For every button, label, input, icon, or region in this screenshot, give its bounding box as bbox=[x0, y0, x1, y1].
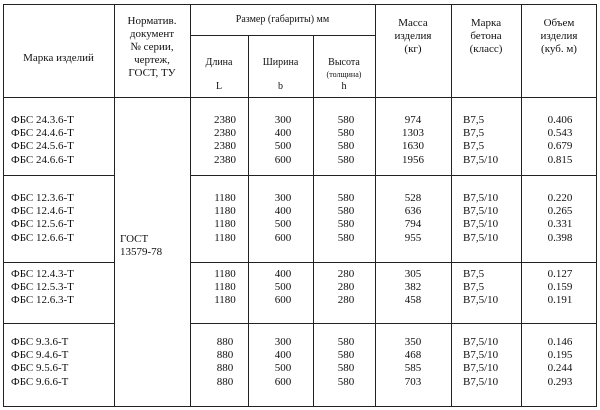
header-concrete-line: (класс) bbox=[469, 43, 503, 55]
cell-volume: 0.679 bbox=[547, 140, 573, 153]
header-size: Размер (габариты) мм bbox=[235, 14, 330, 25]
cell-width: 300 bbox=[274, 192, 292, 204]
cell-mark: ФБС 9.4.6-Т bbox=[11, 349, 69, 362]
cell-mark: ФБС 12.6.6-Т bbox=[11, 231, 74, 244]
cell-concrete: В7,5/10 bbox=[463, 218, 499, 231]
cell-width: 600 bbox=[274, 231, 292, 244]
cell-concrete: В7,5 bbox=[463, 268, 485, 280]
header-length: Длина bbox=[205, 57, 233, 68]
cell-concrete: В7,5/10 bbox=[463, 336, 499, 348]
header-volume-line: Объем bbox=[543, 17, 575, 29]
cell-width: 400 bbox=[274, 349, 292, 362]
cell-mass: 528 bbox=[404, 192, 422, 204]
group-divider bbox=[3, 323, 114, 324]
header-concrete-line: бетона bbox=[470, 30, 502, 42]
cell-height: 580 bbox=[337, 192, 355, 204]
cell-width: 600 bbox=[274, 153, 292, 166]
cell-width: 300 bbox=[274, 114, 292, 126]
size-header-divider bbox=[190, 35, 375, 36]
cell-height: 580 bbox=[337, 231, 355, 244]
cell-concrete: В7,5 bbox=[463, 281, 485, 294]
header-norm-line: документ bbox=[129, 28, 175, 40]
cell-height: 580 bbox=[337, 362, 355, 375]
cell-length: 1180 bbox=[214, 192, 236, 204]
cell-concrete: В7,5 bbox=[463, 114, 485, 126]
cell-height: 280 bbox=[337, 294, 355, 307]
gost-reference: ГОСТ bbox=[120, 233, 149, 245]
cell-volume: 0.146 bbox=[547, 336, 573, 348]
cell-width: 400 bbox=[274, 127, 292, 140]
cell-mark: ФБС 24.5.6-Т bbox=[11, 140, 74, 153]
cell-length: 1180 bbox=[214, 268, 236, 280]
cell-length: 1180 bbox=[214, 231, 236, 244]
header-bottom-border bbox=[3, 97, 597, 98]
cell-volume: 0.398 bbox=[547, 231, 573, 244]
cell-height: 580 bbox=[337, 349, 355, 362]
header-norm-line: ГОСТ, ТУ bbox=[128, 67, 176, 79]
table-bottom-border bbox=[3, 406, 597, 407]
cell-mass: 703 bbox=[404, 375, 422, 388]
cell-volume: 0.127 bbox=[547, 268, 573, 280]
cell-volume: 0.406 bbox=[547, 114, 573, 126]
cell-length: 2380 bbox=[214, 114, 236, 126]
cell-length: 1180 bbox=[214, 294, 236, 307]
cell-width: 400 bbox=[274, 268, 292, 280]
cell-height: 580 bbox=[337, 127, 355, 140]
table-top-border bbox=[3, 4, 597, 5]
header-mass-line: Масса bbox=[398, 17, 428, 29]
cell-concrete: В7,5 bbox=[463, 127, 485, 140]
cell-concrete: В7,5/10 bbox=[463, 362, 499, 375]
cell-mark: ФБС 12.4.3-Т bbox=[11, 268, 74, 280]
cell-mark: ФБС 9.5.6-Т bbox=[11, 362, 69, 375]
header-concrete-line: Марка bbox=[470, 17, 502, 29]
group-divider bbox=[3, 262, 114, 263]
cell-concrete: В7,5/10 bbox=[463, 205, 499, 218]
col-divider-6 bbox=[451, 4, 452, 407]
cell-length: 1180 bbox=[214, 205, 236, 218]
cell-width: 500 bbox=[274, 140, 292, 153]
cell-width: 600 bbox=[274, 294, 292, 307]
cell-mark: ФБС 12.3.6-Т bbox=[11, 192, 74, 204]
cell-length: 880 bbox=[216, 349, 234, 362]
header-mass-line: (кг) bbox=[404, 43, 422, 55]
cell-length: 2380 bbox=[214, 153, 236, 166]
cell-mass: 1956 bbox=[402, 153, 424, 166]
cell-width: 500 bbox=[274, 218, 292, 231]
col-divider-5 bbox=[375, 4, 376, 407]
cell-height: 280 bbox=[337, 281, 355, 294]
cell-mass: 585 bbox=[404, 362, 422, 375]
header-norm-line: чертеж, bbox=[134, 54, 170, 66]
cell-width: 400 bbox=[274, 205, 292, 218]
cell-mark: ФБС 12.6.3-Т bbox=[11, 294, 74, 307]
cell-mark: ФБС 12.5.3-Т bbox=[11, 281, 74, 294]
header-norm-line: Норматив. bbox=[127, 15, 177, 27]
header-width-symbol: b bbox=[278, 81, 283, 92]
cell-concrete: В7,5 bbox=[463, 140, 485, 153]
cell-concrete: В7,5/10 bbox=[463, 153, 499, 166]
cell-concrete: В7,5/10 bbox=[463, 231, 499, 244]
cell-mark: ФБС 24.6.6-Т bbox=[11, 153, 74, 166]
cell-mass: 974 bbox=[404, 114, 422, 126]
header-width: Ширина bbox=[262, 57, 299, 68]
cell-length: 1180 bbox=[214, 218, 236, 231]
cell-volume: 0.265 bbox=[547, 205, 573, 218]
cell-mark: ФБС 9.3.6-Т bbox=[11, 336, 69, 348]
cell-mark: ФБС 24.3.6-Т bbox=[11, 114, 74, 126]
header-mass-line: изделия bbox=[394, 30, 432, 42]
cell-mass: 305 bbox=[404, 268, 422, 280]
cell-width: 300 bbox=[274, 336, 292, 348]
group-divider bbox=[190, 323, 597, 324]
cell-length: 880 bbox=[216, 336, 234, 348]
cell-mass: 1303 bbox=[402, 127, 424, 140]
cell-mark: ФБС 24.4.6-Т bbox=[11, 127, 74, 140]
cell-mark: ФБС 12.5.6-Т bbox=[11, 218, 74, 231]
cell-mark: ФБС 9.6.6-Т bbox=[11, 375, 69, 388]
cell-mass: 382 bbox=[404, 281, 422, 294]
cell-height: 580 bbox=[337, 205, 355, 218]
cell-height: 580 bbox=[337, 153, 355, 166]
cell-volume: 0.815 bbox=[547, 153, 573, 166]
group-divider bbox=[190, 175, 597, 176]
gost-reference-number: 13579-78 bbox=[120, 246, 163, 258]
cell-length: 880 bbox=[216, 362, 234, 375]
header-height-note: (толщина) bbox=[326, 70, 362, 79]
cell-concrete: В7,5/10 bbox=[463, 349, 499, 362]
cell-height: 280 bbox=[337, 268, 355, 280]
header-length-symbol: L bbox=[215, 81, 223, 92]
cell-mass: 1630 bbox=[402, 140, 424, 153]
cell-volume: 0.331 bbox=[547, 218, 573, 231]
group-divider bbox=[3, 175, 114, 176]
cell-concrete: В7,5/10 bbox=[463, 192, 499, 204]
cell-mass: 458 bbox=[404, 294, 422, 307]
cell-mass: 468 bbox=[404, 349, 422, 362]
cell-mass: 955 bbox=[404, 231, 422, 244]
cell-volume: 0.543 bbox=[547, 127, 573, 140]
header-norm-line: № серии, bbox=[130, 41, 174, 53]
cell-volume: 0.159 bbox=[547, 281, 573, 294]
cell-height: 580 bbox=[337, 336, 355, 348]
cell-length: 2380 bbox=[214, 127, 236, 140]
cell-volume: 0.220 bbox=[547, 192, 573, 204]
cell-length: 880 bbox=[216, 375, 234, 388]
group-divider bbox=[190, 262, 597, 263]
header-mark: Марка изделий bbox=[23, 52, 94, 64]
cell-height: 580 bbox=[337, 375, 355, 388]
header-volume-line: (куб. м) bbox=[541, 43, 577, 55]
cell-volume: 0.195 bbox=[547, 349, 573, 362]
cell-width: 500 bbox=[274, 281, 292, 294]
cell-volume: 0.191 bbox=[547, 294, 573, 307]
cell-concrete: В7,5/10 bbox=[463, 294, 499, 307]
cell-mark: ФБС 12.4.6-Т bbox=[11, 205, 74, 218]
cell-length: 1180 bbox=[214, 281, 236, 294]
cell-width: 500 bbox=[274, 362, 292, 375]
table-left-border bbox=[3, 4, 4, 407]
cell-mass: 794 bbox=[404, 218, 422, 231]
cell-mass: 350 bbox=[404, 336, 422, 348]
cell-volume: 0.293 bbox=[547, 375, 573, 388]
cell-concrete: В7,5/10 bbox=[463, 375, 499, 388]
table-right-border bbox=[596, 4, 597, 407]
col-divider-7 bbox=[521, 4, 522, 407]
cell-height: 580 bbox=[337, 218, 355, 231]
cell-height: 580 bbox=[337, 140, 355, 153]
cell-width: 600 bbox=[274, 375, 292, 388]
cell-height: 580 bbox=[337, 114, 355, 126]
header-height: Высота bbox=[328, 57, 360, 68]
cell-length: 2380 bbox=[214, 140, 236, 153]
cell-mass: 636 bbox=[404, 205, 422, 218]
cell-volume: 0.244 bbox=[547, 362, 573, 375]
header-volume-line: изделия bbox=[540, 30, 578, 42]
header-height-symbol: h bbox=[341, 81, 347, 92]
fbs-blocks-table bbox=[3, 4, 597, 407]
